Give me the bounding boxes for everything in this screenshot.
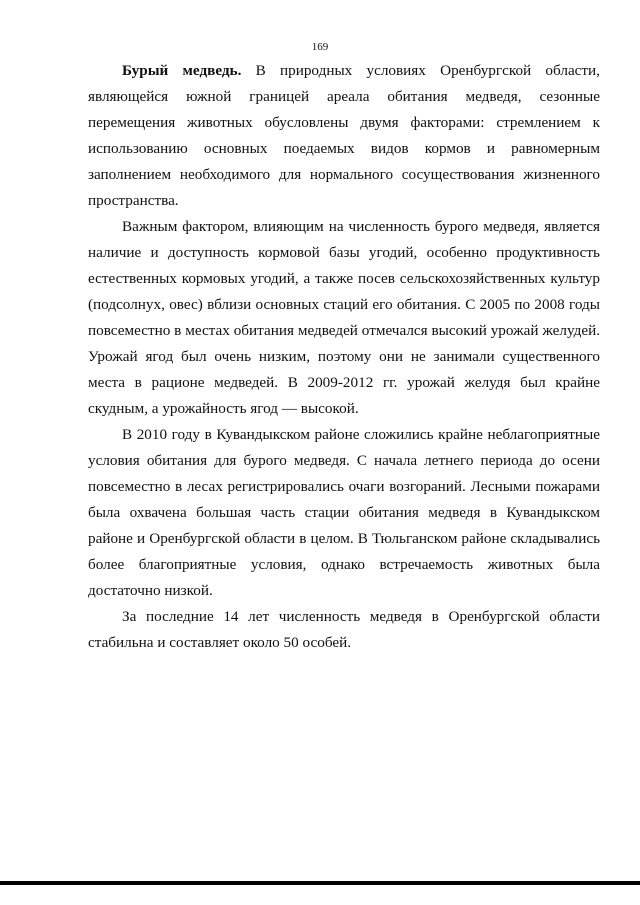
- page-number: 169: [311, 41, 329, 53]
- paragraph-brown-bear-intro: [88, 58, 600, 214]
- paragraph-lead-heading: Бурый медведь.: [122, 62, 242, 79]
- paragraph-food-base: Важным фактором, влияющим на численность бурого медведя, является наличие и доступность кормовой базы угодий, особенно продуктивность естественных кормовых угодий, а также посев сельскохозяйственных культур (подсолнух, овес) вблизи основных стаций его обитания. С 2005 по 2008 годы повсеместно в местах обитания медведей отмечался высокий урожай желудей. Урожай ягод был очень низким, поэтому они не занимали существенного места в рационе медведей. В 2009-2012 гг. урожай желудя был крайне скудным, а урожайность ягод — высокой.: [88, 218, 600, 417]
- paragraph-fires-2010: В 2010 году в Кувандыкском районе сложились крайне неблагоприятные условия обитания для бурого медведя. С начала летнего периода до осени повсеместно в лесах регистрировались очаги возгораний. Лесными пожарами была охвачена большая часть стации обитания медведя в Кувандыкском районе и Оренбургской области в целом. В Тюльганском районе складывались более благоприятные условия, однако встречаемость животных была достаточно низкой.: [88, 426, 600, 599]
- paragraph-population: За последние 14 лет численность медведя в Оренбургской области стабильна и составляет около 50 особей.: [88, 608, 600, 651]
- document-body: [88, 58, 600, 656]
- paragraph-text: В природных условиях Оренбургской области, являющейся южной границей ареала обитания медведя, сезонные перемещения животных обусловлены двумя факторами: стремлением к использованию основных поедаемых видов кормов и равномерным заполнением необходимого для нормального сосуществования жизненного пространства.: [88, 62, 600, 209]
- bottom-rule: [0, 881, 640, 885]
